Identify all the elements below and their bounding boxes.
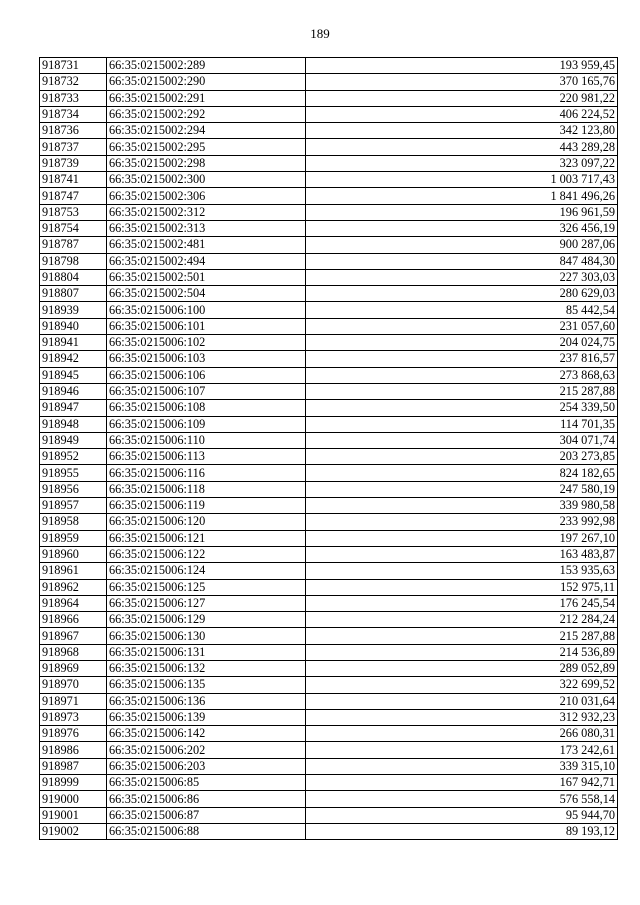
cadastral-number-cell: 66:35:0215006:119 xyxy=(107,498,306,514)
row-id-cell: 918973 xyxy=(40,709,107,725)
cadastral-number-cell: 66:35:0215006:135 xyxy=(107,677,306,693)
table-row xyxy=(40,286,618,302)
value-cell: 339 315,10 xyxy=(306,758,618,774)
cadastral-number-cell: 66:35:0215002:289 xyxy=(107,58,306,74)
table-row xyxy=(40,709,618,725)
table-row xyxy=(40,693,618,709)
row-id-cell: 918798 xyxy=(40,253,107,269)
value-cell: 342 123,80 xyxy=(306,123,618,139)
value-cell: 900 287,06 xyxy=(306,237,618,253)
row-id-cell: 918754 xyxy=(40,220,107,236)
cadastral-number-cell: 66:35:0215006:127 xyxy=(107,595,306,611)
cadastral-number-cell: 66:35:0215006:107 xyxy=(107,383,306,399)
table-row xyxy=(40,335,618,351)
value-cell: 215 287,88 xyxy=(306,628,618,644)
value-cell: 85 442,54 xyxy=(306,302,618,318)
value-cell: 153 935,63 xyxy=(306,563,618,579)
row-id-cell: 918747 xyxy=(40,188,107,204)
value-cell: 312 932,23 xyxy=(306,709,618,725)
value-cell: 227 303,03 xyxy=(306,269,618,285)
value-cell: 215 287,88 xyxy=(306,383,618,399)
row-id-cell: 918939 xyxy=(40,302,107,318)
value-cell: 231 057,60 xyxy=(306,318,618,334)
registry-table xyxy=(39,57,618,840)
cadastral-number-cell: 66:35:0215002:294 xyxy=(107,123,306,139)
row-id-cell: 918734 xyxy=(40,106,107,122)
cadastral-number-cell: 66:35:0215006:129 xyxy=(107,612,306,628)
value-cell: 212 284,24 xyxy=(306,612,618,628)
row-id-cell: 918967 xyxy=(40,628,107,644)
value-cell: 1 003 717,43 xyxy=(306,172,618,188)
value-cell: 196 961,59 xyxy=(306,204,618,220)
cadastral-number-cell: 66:35:0215006:132 xyxy=(107,660,306,676)
row-id-cell: 918940 xyxy=(40,318,107,334)
row-id-cell: 918957 xyxy=(40,498,107,514)
value-cell: 220 981,22 xyxy=(306,90,618,106)
row-id-cell: 918959 xyxy=(40,530,107,546)
cadastral-number-cell: 66:35:0215006:130 xyxy=(107,628,306,644)
table-row xyxy=(40,351,618,367)
cadastral-number-cell: 66:35:0215002:501 xyxy=(107,269,306,285)
cadastral-number-cell: 66:35:0215006:203 xyxy=(107,758,306,774)
cadastral-number-cell: 66:35:0215006:202 xyxy=(107,742,306,758)
table-row xyxy=(40,58,618,74)
row-id-cell: 918948 xyxy=(40,416,107,432)
table-row xyxy=(40,807,618,823)
row-id-cell: 918952 xyxy=(40,449,107,465)
value-cell: 176 245,54 xyxy=(306,595,618,611)
value-cell: 204 024,75 xyxy=(306,335,618,351)
cadastral-number-cell: 66:35:0215006:120 xyxy=(107,514,306,530)
cadastral-number-cell: 66:35:0215002:313 xyxy=(107,220,306,236)
row-id-cell: 918961 xyxy=(40,563,107,579)
cadastral-number-cell: 66:35:0215006:106 xyxy=(107,367,306,383)
row-id-cell: 918736 xyxy=(40,123,107,139)
table-row xyxy=(40,775,618,791)
cadastral-number-cell: 66:35:0215006:100 xyxy=(107,302,306,318)
value-cell: 304 071,74 xyxy=(306,432,618,448)
row-id-cell: 918969 xyxy=(40,660,107,676)
cadastral-number-cell: 66:35:0215002:290 xyxy=(107,74,306,90)
value-cell: 322 699,52 xyxy=(306,677,618,693)
value-cell: 254 339,50 xyxy=(306,400,618,416)
row-id-cell: 918956 xyxy=(40,481,107,497)
cadastral-number-cell: 66:35:0215006:118 xyxy=(107,481,306,497)
row-id-cell: 918960 xyxy=(40,546,107,562)
row-id-cell: 918804 xyxy=(40,269,107,285)
row-id-cell: 918971 xyxy=(40,693,107,709)
value-cell: 323 097,22 xyxy=(306,155,618,171)
table-row xyxy=(40,74,618,90)
table-row xyxy=(40,449,618,465)
table-row xyxy=(40,660,618,676)
cadastral-number-cell: 66:35:0215006:139 xyxy=(107,709,306,725)
table-row xyxy=(40,514,618,530)
row-id-cell: 918737 xyxy=(40,139,107,155)
row-id-cell: 918986 xyxy=(40,742,107,758)
cadastral-number-cell: 66:35:0215006:87 xyxy=(107,807,306,823)
cadastral-number-cell: 66:35:0215002:291 xyxy=(107,90,306,106)
table-row xyxy=(40,432,618,448)
row-id-cell: 919002 xyxy=(40,823,107,839)
row-id-cell: 918949 xyxy=(40,432,107,448)
row-id-cell: 919001 xyxy=(40,807,107,823)
cadastral-number-cell: 66:35:0215006:109 xyxy=(107,416,306,432)
cadastral-number-cell: 66:35:0215006:110 xyxy=(107,432,306,448)
value-cell: 163 483,87 xyxy=(306,546,618,562)
table-row xyxy=(40,269,618,285)
registry-table-body xyxy=(40,58,618,840)
row-id-cell: 918941 xyxy=(40,335,107,351)
value-cell: 173 242,61 xyxy=(306,742,618,758)
table-row xyxy=(40,172,618,188)
cadastral-number-cell: 66:35:0215006:113 xyxy=(107,449,306,465)
table-row xyxy=(40,612,618,628)
value-cell: 576 558,14 xyxy=(306,791,618,807)
cadastral-number-cell: 66:35:0215006:85 xyxy=(107,775,306,791)
table-row xyxy=(40,465,618,481)
row-id-cell: 918946 xyxy=(40,383,107,399)
table-row xyxy=(40,823,618,839)
value-cell: 247 580,19 xyxy=(306,481,618,497)
table-row xyxy=(40,106,618,122)
table-row xyxy=(40,628,618,644)
row-id-cell: 918732 xyxy=(40,74,107,90)
row-id-cell: 918999 xyxy=(40,775,107,791)
row-id-cell: 918968 xyxy=(40,644,107,660)
table-row xyxy=(40,383,618,399)
value-cell: 1 841 496,26 xyxy=(306,188,618,204)
row-id-cell: 919000 xyxy=(40,791,107,807)
table-row xyxy=(40,677,618,693)
row-id-cell: 918945 xyxy=(40,367,107,383)
table-row xyxy=(40,498,618,514)
table-row xyxy=(40,546,618,562)
row-id-cell: 918942 xyxy=(40,351,107,367)
cadastral-number-cell: 66:35:0215002:481 xyxy=(107,237,306,253)
table-row xyxy=(40,579,618,595)
table-row xyxy=(40,123,618,139)
table-row xyxy=(40,416,618,432)
row-id-cell: 918966 xyxy=(40,612,107,628)
cadastral-number-cell: 66:35:0215006:131 xyxy=(107,644,306,660)
value-cell: 95 944,70 xyxy=(306,807,618,823)
cadastral-number-cell: 66:35:0215006:103 xyxy=(107,351,306,367)
value-cell: 339 980,58 xyxy=(306,498,618,514)
row-id-cell: 918731 xyxy=(40,58,107,74)
cadastral-number-cell: 66:35:0215006:88 xyxy=(107,823,306,839)
value-cell: 824 182,65 xyxy=(306,465,618,481)
cadastral-number-cell: 66:35:0215002:306 xyxy=(107,188,306,204)
table-row xyxy=(40,742,618,758)
value-cell: 406 224,52 xyxy=(306,106,618,122)
value-cell: 847 484,30 xyxy=(306,253,618,269)
table-row xyxy=(40,791,618,807)
value-cell: 193 959,45 xyxy=(306,58,618,74)
row-id-cell: 918733 xyxy=(40,90,107,106)
table-row xyxy=(40,758,618,774)
table-row xyxy=(40,237,618,253)
cadastral-number-cell: 66:35:0215006:121 xyxy=(107,530,306,546)
cadastral-number-cell: 66:35:0215002:298 xyxy=(107,155,306,171)
table-row xyxy=(40,400,618,416)
cadastral-number-cell: 66:35:0215006:116 xyxy=(107,465,306,481)
cadastral-number-cell: 66:35:0215002:494 xyxy=(107,253,306,269)
table-row xyxy=(40,481,618,497)
value-cell: 203 273,85 xyxy=(306,449,618,465)
row-id-cell: 918741 xyxy=(40,172,107,188)
cadastral-number-cell: 66:35:0215006:125 xyxy=(107,579,306,595)
table-row xyxy=(40,530,618,546)
row-id-cell: 918955 xyxy=(40,465,107,481)
row-id-cell: 918787 xyxy=(40,237,107,253)
row-id-cell: 918962 xyxy=(40,579,107,595)
value-cell: 114 701,35 xyxy=(306,416,618,432)
cadastral-number-cell: 66:35:0215006:101 xyxy=(107,318,306,334)
value-cell: 214 536,89 xyxy=(306,644,618,660)
row-id-cell: 918976 xyxy=(40,726,107,742)
cadastral-number-cell: 66:35:0215006:136 xyxy=(107,693,306,709)
cadastral-number-cell: 66:35:0215002:312 xyxy=(107,204,306,220)
row-id-cell: 918739 xyxy=(40,155,107,171)
table-row xyxy=(40,644,618,660)
cadastral-number-cell: 66:35:0215006:122 xyxy=(107,546,306,562)
row-id-cell: 918807 xyxy=(40,286,107,302)
row-id-cell: 918970 xyxy=(40,677,107,693)
cadastral-number-cell: 66:35:0215006:102 xyxy=(107,335,306,351)
cadastral-number-cell: 66:35:0215006:86 xyxy=(107,791,306,807)
table-row xyxy=(40,204,618,220)
value-cell: 273 868,63 xyxy=(306,367,618,383)
table-row xyxy=(40,302,618,318)
value-cell: 443 289,28 xyxy=(306,139,618,155)
value-cell: 266 080,31 xyxy=(306,726,618,742)
value-cell: 237 816,57 xyxy=(306,351,618,367)
value-cell: 326 456,19 xyxy=(306,220,618,236)
table-row xyxy=(40,155,618,171)
row-id-cell: 918947 xyxy=(40,400,107,416)
value-cell: 280 629,03 xyxy=(306,286,618,302)
table-row xyxy=(40,188,618,204)
value-cell: 370 165,76 xyxy=(306,74,618,90)
cadastral-number-cell: 66:35:0215006:124 xyxy=(107,563,306,579)
row-id-cell: 918958 xyxy=(40,514,107,530)
table-row xyxy=(40,367,618,383)
row-id-cell: 918753 xyxy=(40,204,107,220)
value-cell: 167 942,71 xyxy=(306,775,618,791)
value-cell: 210 031,64 xyxy=(306,693,618,709)
page-number: 189 xyxy=(310,26,330,41)
table-row xyxy=(40,253,618,269)
value-cell: 152 975,11 xyxy=(306,579,618,595)
cadastral-number-cell: 66:35:0215002:504 xyxy=(107,286,306,302)
table-row xyxy=(40,220,618,236)
cadastral-number-cell: 66:35:0215002:292 xyxy=(107,106,306,122)
cadastral-number-cell: 66:35:0215006:108 xyxy=(107,400,306,416)
cadastral-number-cell: 66:35:0215002:300 xyxy=(107,172,306,188)
cadastral-number-cell: 66:35:0215002:295 xyxy=(107,139,306,155)
table-row xyxy=(40,139,618,155)
value-cell: 89 193,12 xyxy=(306,823,618,839)
table-row xyxy=(40,595,618,611)
row-id-cell: 918987 xyxy=(40,758,107,774)
value-cell: 197 267,10 xyxy=(306,530,618,546)
value-cell: 289 052,89 xyxy=(306,660,618,676)
value-cell: 233 992,98 xyxy=(306,514,618,530)
cadastral-number-cell: 66:35:0215006:142 xyxy=(107,726,306,742)
table-row xyxy=(40,318,618,334)
table-row xyxy=(40,726,618,742)
table-row xyxy=(40,563,618,579)
table-row xyxy=(40,90,618,106)
row-id-cell: 918964 xyxy=(40,595,107,611)
